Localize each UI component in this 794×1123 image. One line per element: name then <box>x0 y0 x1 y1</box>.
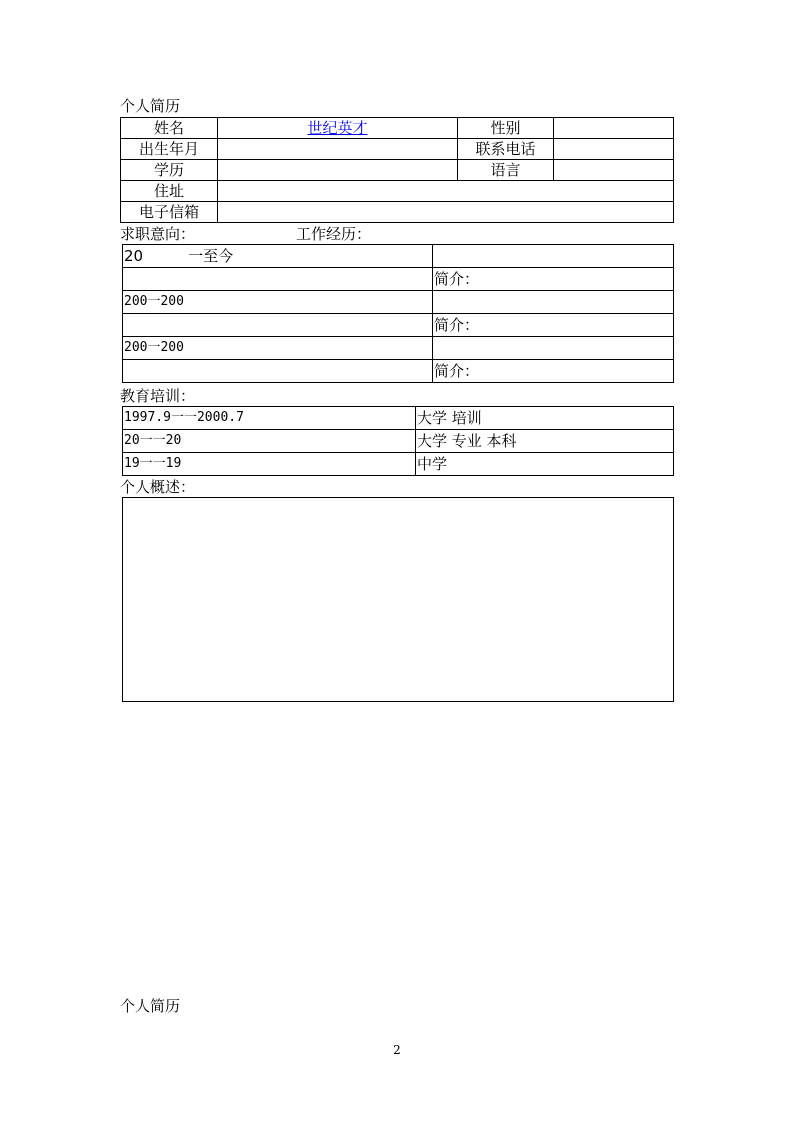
name-link[interactable]: 世纪英才 <box>307 119 368 137</box>
education-detail[interactable]: 大学 培训 <box>416 407 674 430</box>
education-label: 学历 <box>121 160 218 181</box>
work-company[interactable] <box>433 337 674 360</box>
email-label: 电子信箱 <box>121 202 218 223</box>
education-period[interactable]: 20一一20 <box>123 430 416 453</box>
education-table <box>122 406 674 476</box>
language-value[interactable] <box>554 160 674 181</box>
birth-label: 出生年月 <box>121 139 218 160</box>
education-detail[interactable]: 中学 <box>416 453 674 476</box>
education-period[interactable]: 1997.9一一2000.7 <box>123 407 416 430</box>
work-period[interactable]: 20 一至今 <box>123 245 433 268</box>
summary-text <box>123 498 673 502</box>
footer-title: 个人简历 <box>120 997 181 1015</box>
name-value[interactable] <box>218 118 458 139</box>
work-intro-label: 简介： <box>433 314 674 337</box>
table-row <box>123 337 674 360</box>
gender-label: 性别 <box>458 118 554 139</box>
address-label: 住址 <box>121 181 218 202</box>
work-experience-label: 工作经历： <box>296 225 372 243</box>
job-intent-label: 求职意向： <box>120 225 196 243</box>
table-row <box>123 430 674 453</box>
name-label: 姓名 <box>121 118 218 139</box>
work-position[interactable] <box>123 268 433 291</box>
table-row <box>123 407 674 430</box>
education-period[interactable]: 19一一19 <box>123 453 416 476</box>
education-value[interactable] <box>218 160 458 181</box>
email-value[interactable] <box>218 202 674 223</box>
page-number: 2 <box>393 1043 401 1057</box>
work-period[interactable]: 200一200 <box>123 291 433 314</box>
resume-title: 个人简历 <box>120 97 181 115</box>
table-row <box>123 268 674 291</box>
work-company[interactable] <box>433 245 674 268</box>
phone-value[interactable] <box>554 139 674 160</box>
address-value[interactable] <box>218 181 674 202</box>
table-row <box>123 453 674 476</box>
summary-label: 个人概述： <box>120 478 196 496</box>
work-intro-label: 简介： <box>433 268 674 291</box>
education-detail[interactable]: 大学 专业 本科 <box>416 430 674 453</box>
work-intro-label: 简介： <box>433 360 674 383</box>
table-row <box>123 245 674 268</box>
gender-value[interactable] <box>554 118 674 139</box>
work-position[interactable] <box>123 314 433 337</box>
table-row <box>123 291 674 314</box>
phone-label: 联系电话 <box>458 139 554 160</box>
education-training-label: 教育培训： <box>120 387 196 405</box>
table-row <box>123 360 674 383</box>
work-period[interactable]: 200一200 <box>123 337 433 360</box>
birth-value[interactable] <box>218 139 458 160</box>
work-position[interactable] <box>123 360 433 383</box>
table-row <box>123 314 674 337</box>
language-label: 语言 <box>458 160 554 181</box>
summary-box[interactable] <box>122 497 674 702</box>
work-company[interactable] <box>433 291 674 314</box>
basic-info-table <box>120 117 674 223</box>
work-experience-table <box>122 244 674 383</box>
